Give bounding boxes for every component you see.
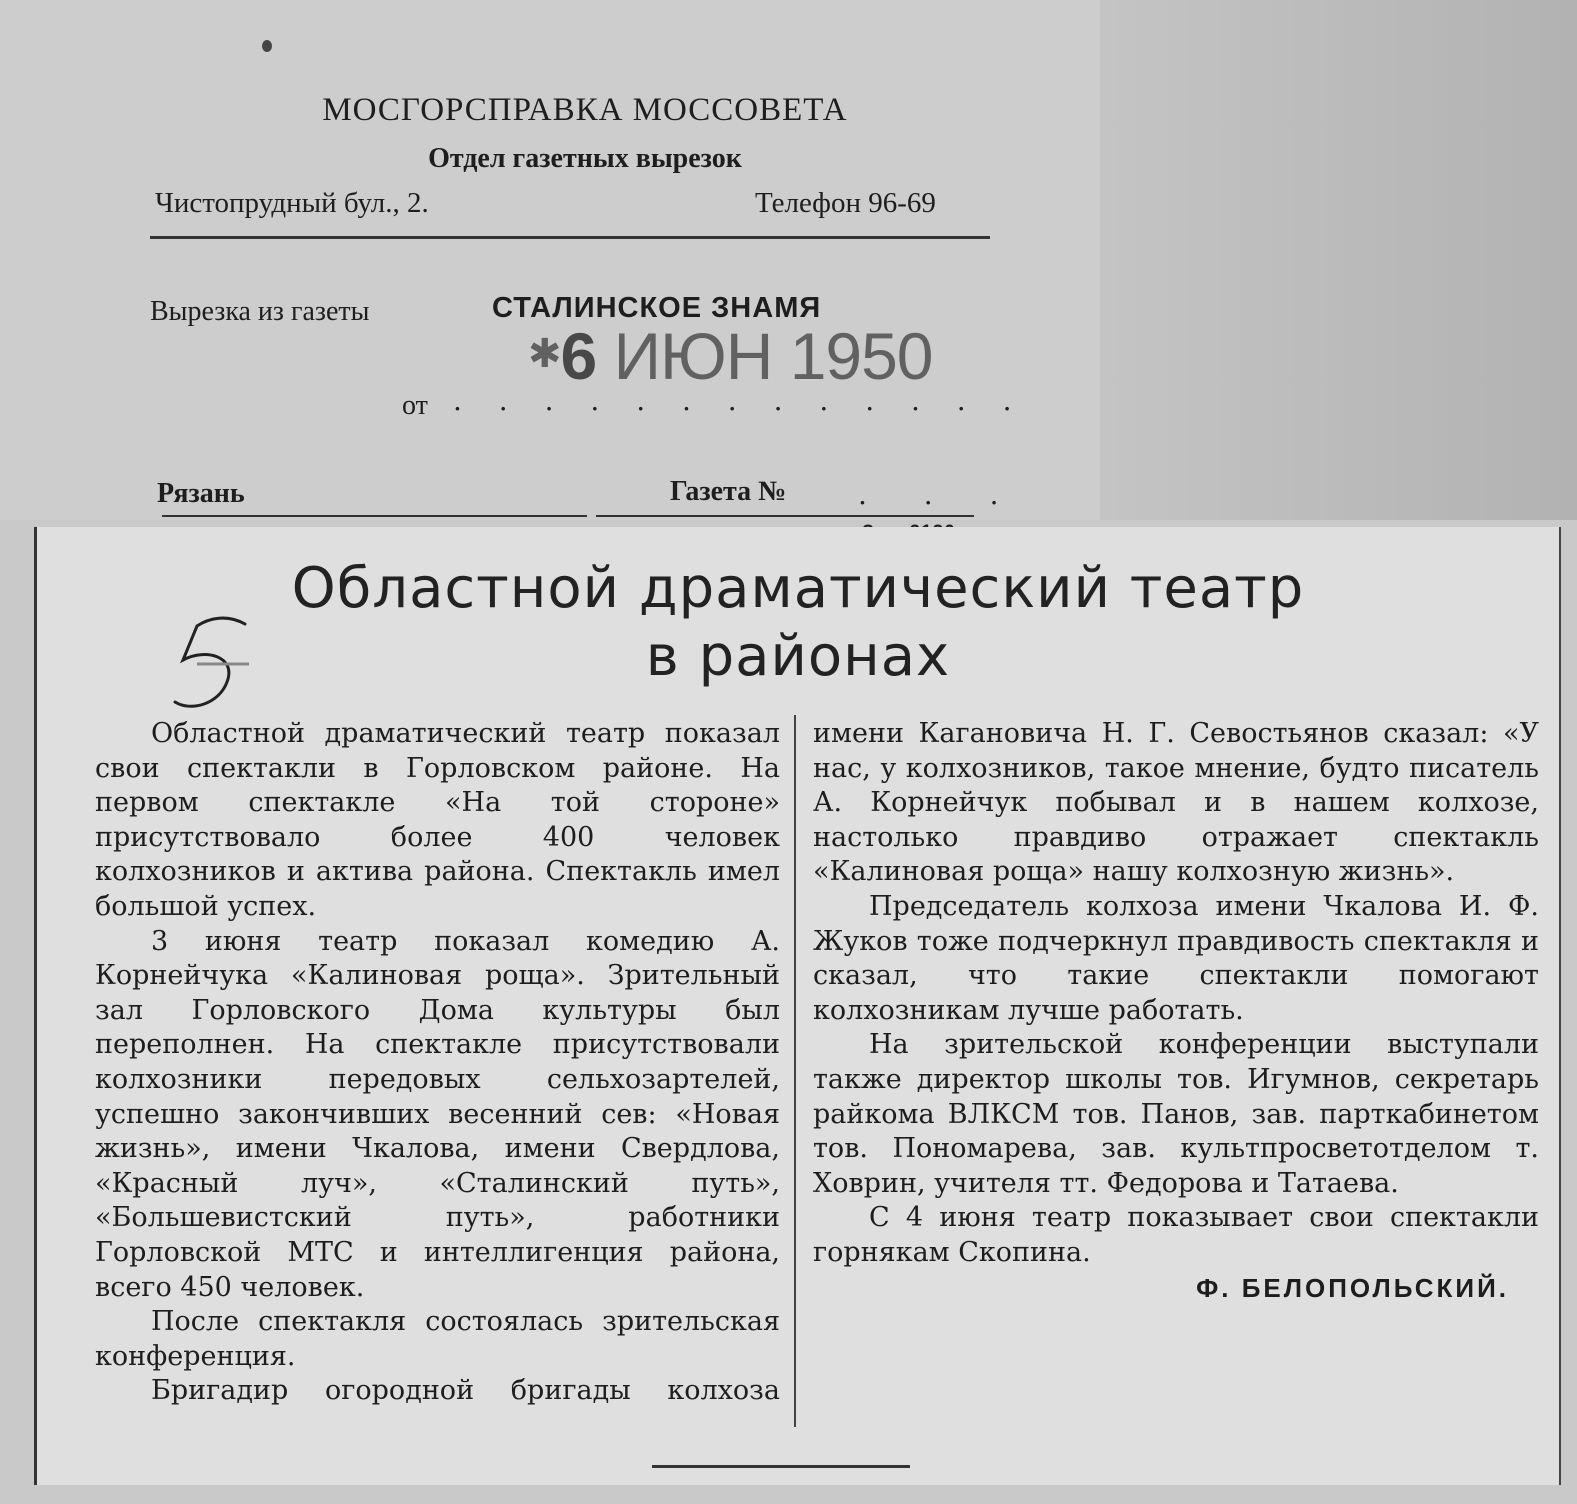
clipping-from-label: Вырезка из газеты — [150, 296, 370, 327]
issue-dots: . . . — [858, 478, 1023, 511]
end-rule — [652, 1465, 910, 1468]
from-dots: . . . . . . . . . . . . . — [453, 384, 1026, 417]
punch-hole — [262, 40, 272, 52]
from-label: от — [402, 390, 428, 421]
date-stamp-day: 6 — [560, 319, 597, 393]
date-stamp-month-year: ИЮН 1950 — [613, 319, 933, 393]
headline-line-2: в районах — [645, 624, 951, 689]
department-name: Отдел газетных вырезок — [428, 143, 742, 174]
agency-name: МОСГОРСПРАВКА МОССОВЕТА — [322, 92, 848, 128]
paragraph: С 4 июня театр показывает свои спектакли горнякам Скопина. — [813, 1202, 1539, 1268]
paragraph: 3 июня театр показал комедию А. Корнейчука «Калиновая роща». Зрительный зал Горловского Дома культуры был переполнен. На спектакле присутствовали колхозники передовых сельхозартелей, успешно закончивших весенний сев: «Новая жизнь», имени Чкалова, имени Свердлова, «Красный луч», «Сталинский путь», «Большевистский путь», работники Горловской МТС и интеллигенция района, всего 450 человек. — [95, 925, 780, 1303]
city: Рязань — [157, 478, 245, 509]
issue-underline — [596, 515, 974, 517]
scan-background-shade — [1100, 0, 1577, 520]
article-column-2 — [813, 717, 1539, 1305]
handwritten-mark — [157, 612, 252, 722]
paragraph: После спектакля состоялась зрительская конференция. — [95, 1306, 780, 1372]
article-column-1 — [95, 717, 780, 1409]
header-rule — [150, 236, 990, 239]
date-stamp — [528, 318, 933, 394]
address: Чистопрудный бул., 2. — [155, 187, 429, 219]
column-divider — [794, 715, 796, 1427]
phone: Телефон 96-69 — [755, 187, 936, 219]
clipping-service-slip — [0, 0, 1100, 520]
author-signature: Ф. БЕЛОПОЛЬСКИЙ. — [1196, 1272, 1509, 1303]
city-underline — [162, 515, 587, 517]
paragraph: имени Кагановича Н. Г. Севостьянов сказал: «У нас, у колхозников, такое мнение, будто писатель А. Корнейчук побывал и в нашем колхозе, настолько правдиво отражает спектакль «Калиновая роща» нашу колхозную жизнь». — [813, 718, 1539, 888]
stamp-star-icon: ✱ — [528, 332, 561, 376]
paragraph: На зрительской конференции выступали также директор школы тов. Игумнов, секретарь райкома ВЛКСМ тов. Панов, зав. парткабинетом тов. Пономарева, зав. культпросветотделом т. Ховрин, учителя тт. Федорова и Татаева. — [813, 1029, 1539, 1199]
paragraph: Бригадир огородной бригады колхоза — [151, 1375, 780, 1407]
paragraph: Председатель колхоза имени Чкалова И. Ф. Жуков тоже подчеркнул правдивость спектакля и сказал, что такие спектакли помогают колхозникам лучше работать. — [813, 890, 1539, 1026]
newspaper-clipping — [34, 527, 1561, 1485]
issue-label: Газета № — [670, 476, 787, 507]
article-headline — [37, 555, 1559, 691]
paragraph: Областной драматический театр показал свои спектакли в Горловском районе. На первом спектакле «На той стороне» присутствовало более 400 человек колхозников и актива района. Спектакль имел большой успех. — [95, 718, 780, 922]
headline-line-1: Областной драматический театр — [291, 556, 1305, 621]
newspaper-name: СТАЛИНСКОЕ ЗНАМЯ — [492, 292, 822, 324]
